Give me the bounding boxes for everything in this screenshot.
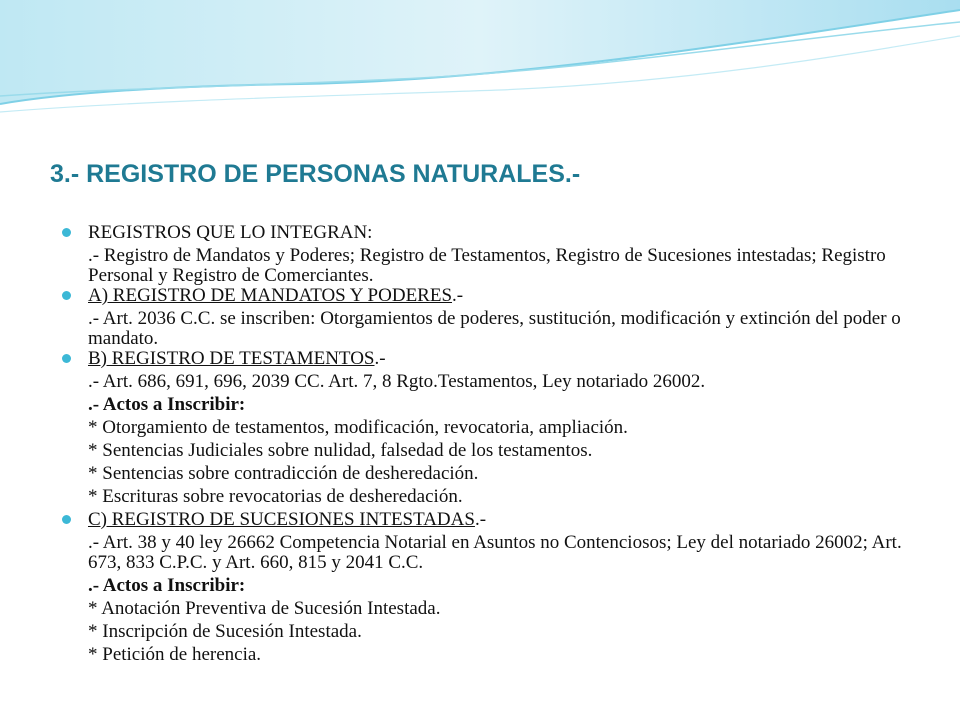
item-text: .- Art. 686, 691, 696, 2039 CC. Art. 7, 8 Rgto.Testamentos, Ley notariado 26002. [88, 371, 706, 392]
header-wave-decoration [0, 0, 960, 120]
acts-subheading: .- Actos a Inscribir: [88, 394, 246, 415]
item-body [62, 533, 910, 665]
item-text: .- Art. 38 y 40 ley 26662 Competencia Notarial en Asuntos no Contenciosos; Ley del notariado 26002; Art. 673, 833 C.P.C. y Art. 660, 815 y 2041 C.C. [88, 532, 902, 573]
bullet-icon [62, 228, 71, 237]
act-line: * Sentencias sobre contradicción de desheredación. [88, 463, 479, 484]
item-heading-suffix: .- [374, 348, 386, 369]
slide-title: 3.- REGISTRO DE PERSONAS NATURALES.- [50, 160, 581, 188]
item-text: .- Registro de Mandatos y Poderes; Registro de Testamentos, Registro de Sucesiones intestadas; Registro Personal y Registro de Comerciantes. [88, 245, 886, 286]
item-body [62, 246, 910, 286]
item-text: .- Art. 2036 C.C. se inscriben: Otorgamientos de poderes, sustitución, modificación y extinción del poder o mandato. [88, 308, 901, 349]
act-line: * Sentencias Judiciales sobre nulidad, falsedad de los testamentos. [88, 440, 593, 461]
item-heading: C) REGISTRO DE SUCESIONES INTESTADAS [88, 509, 475, 530]
bullet-icon [62, 291, 71, 300]
item-heading-suffix: .- [452, 285, 464, 306]
act-line: * Inscripción de Sucesión Intestada. [88, 621, 362, 642]
slide-content [62, 223, 910, 665]
acts-subheading: .- Actos a Inscribir: [88, 575, 246, 596]
bullet-icon [62, 354, 71, 363]
act-line: * Anotación Preventiva de Sucesión Intestada. [88, 598, 441, 619]
item-body [62, 309, 910, 349]
list-item [62, 510, 910, 530]
list-item [62, 223, 910, 243]
list-item [62, 349, 910, 369]
act-line: * Escrituras sobre revocatorias de desheredación. [88, 486, 463, 507]
bullet-icon [62, 515, 71, 524]
item-heading: B) REGISTRO DE TESTAMENTOS [88, 348, 375, 369]
list-item [62, 286, 910, 306]
item-heading: REGISTROS QUE LO INTEGRAN: [88, 222, 373, 243]
item-body [62, 372, 910, 507]
item-heading: A) REGISTRO DE MANDATOS Y PODERES [88, 285, 453, 306]
act-line: * Otorgamiento de testamentos, modificación, revocatoria, ampliación. [88, 417, 628, 438]
item-heading-suffix: .- [474, 509, 487, 530]
act-line: * Petición de herencia. [88, 644, 262, 665]
